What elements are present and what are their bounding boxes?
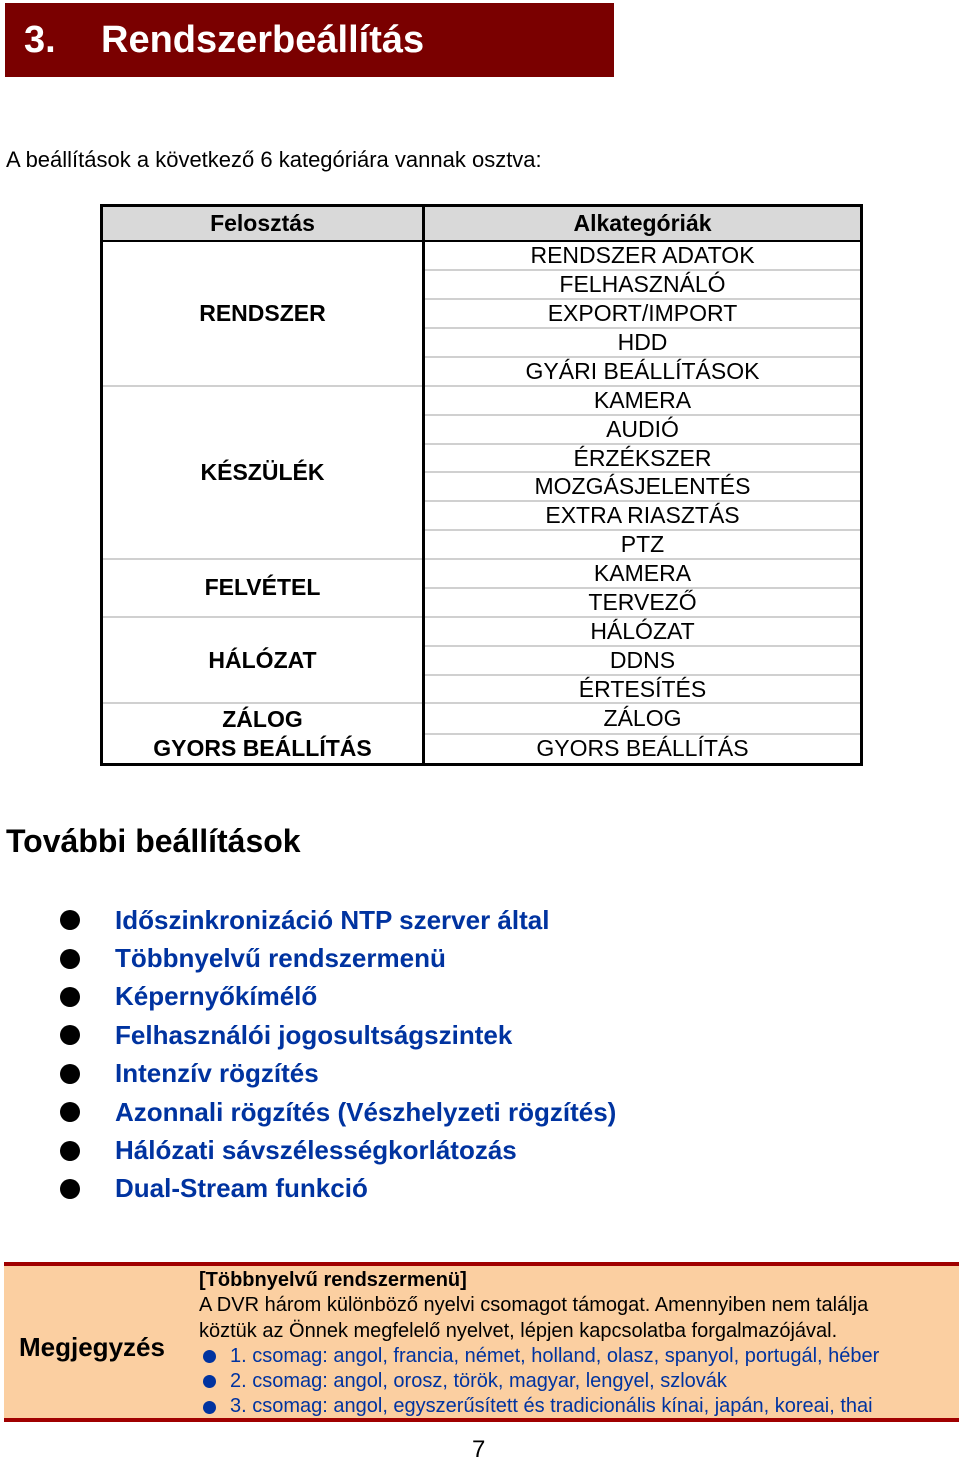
note-line: köztük az Önnek megfelelő nyelvet, lépjen kapcsolatba forgalmazójával. bbox=[199, 1319, 838, 1342]
category-keszulek: KÉSZÜLÉK bbox=[102, 386, 424, 559]
subcategory-cell: KAMERA bbox=[424, 559, 862, 588]
note-line: A DVR három különböző nyelvi csomagot támogat. Amennyiben nem találja bbox=[199, 1294, 869, 1317]
bullet-icon bbox=[203, 1350, 216, 1363]
subcategory-cell: MOZGÁSJELENTÉS bbox=[424, 472, 862, 501]
language-pack-text: 1. csomag: angol, francia, német, holland, olasz, spanyol, portugál, héber bbox=[230, 1344, 880, 1367]
bullet-icon bbox=[60, 1179, 80, 1199]
bullet-icon bbox=[60, 1064, 80, 1084]
list-item bbox=[60, 978, 616, 1016]
table-row bbox=[102, 617, 862, 646]
table-row bbox=[102, 703, 862, 733]
language-pack-item bbox=[199, 1394, 879, 1419]
feature-text: Azonnali rögzítés (Vészhelyzeti rögzítés) bbox=[115, 1096, 617, 1127]
subcategory-cell: EXPORT/IMPORT bbox=[424, 299, 862, 328]
category-gyors-beallitas: GYORS BEÁLLÍTÁS bbox=[153, 734, 372, 761]
bullet-icon bbox=[60, 949, 80, 969]
bullet-icon bbox=[60, 1102, 80, 1122]
feature-text: Hálózati sávszélességkorlátozás bbox=[115, 1135, 517, 1166]
language-pack-item bbox=[199, 1369, 879, 1394]
subcategory-cell: HÁLÓZAT bbox=[424, 617, 862, 646]
feature-list bbox=[60, 901, 616, 1208]
table-row bbox=[102, 241, 862, 270]
feature-text: Többnyelvű rendszermenü bbox=[115, 943, 446, 974]
subcategory-cell: FELHASZNÁLÓ bbox=[424, 270, 862, 299]
feature-text: Képernyőkímélő bbox=[115, 981, 318, 1012]
feature-text: Időszinkronizáció NTP szerver által bbox=[115, 904, 550, 935]
subcategory-cell: ZÁLOG bbox=[424, 703, 862, 733]
list-item bbox=[60, 1055, 616, 1093]
list-item bbox=[60, 1016, 616, 1054]
page-number: 7 bbox=[472, 1436, 486, 1463]
language-pack-text: 3. csomag: angol, egyszerűsített és tradicionális kínai, japán, koreai, thai bbox=[230, 1395, 873, 1418]
category-rendszer: RENDSZER bbox=[102, 241, 424, 385]
list-item bbox=[60, 939, 616, 977]
list-item bbox=[60, 901, 616, 939]
section-title: További beállítások bbox=[6, 823, 301, 859]
category-table bbox=[100, 204, 863, 766]
subcategory-cell: ÉRZÉKSZER bbox=[424, 444, 862, 473]
bullet-icon bbox=[60, 1025, 80, 1045]
subcategory-cell: RENDSZER ADATOK bbox=[424, 241, 862, 270]
bullet-icon bbox=[203, 1375, 216, 1388]
subcategory-cell: GYÁRI BEÁLLÍTÁSOK bbox=[424, 357, 862, 386]
list-item bbox=[60, 1093, 616, 1131]
chapter-title: Rendszerbeállítás bbox=[101, 18, 425, 61]
table-header-row bbox=[102, 206, 862, 242]
subcategory-cell: GYORS BEÁLLÍTÁS bbox=[536, 735, 749, 762]
bullet-icon bbox=[60, 987, 80, 1007]
note-label: Megjegyzés bbox=[19, 1332, 165, 1362]
subcategory-cell: KAMERA bbox=[424, 386, 862, 415]
list-item bbox=[60, 1170, 616, 1208]
feature-text: Dual-Stream funkció bbox=[115, 1173, 368, 1204]
header-subcategories: Alkategóriák bbox=[424, 206, 862, 242]
subcategory-cell: AUDIÓ bbox=[424, 415, 862, 444]
subcategory-cell: PTZ bbox=[424, 530, 862, 559]
list-item bbox=[60, 1131, 616, 1169]
category-halozat: HÁLÓZAT bbox=[102, 617, 424, 704]
table-row bbox=[102, 386, 862, 415]
header-division: Felosztás bbox=[102, 206, 424, 242]
feature-text: Felhasználói jogosultságszintek bbox=[115, 1019, 513, 1050]
chapter-header bbox=[5, 3, 614, 77]
language-pack-text: 2. csomag: angol, orosz, török, magyar, lengyel, szlovák bbox=[230, 1370, 727, 1393]
category-felvetel: FELVÉTEL bbox=[102, 559, 424, 617]
category-zalog: ZÁLOG bbox=[222, 705, 303, 732]
category-zalog-gyors bbox=[102, 703, 424, 764]
feature-text: Intenzív rögzítés bbox=[115, 1058, 319, 1089]
note-content bbox=[199, 1268, 879, 1420]
subcategory-cell: DDNS bbox=[424, 646, 862, 675]
bullet-icon bbox=[60, 1141, 80, 1161]
language-pack-item bbox=[199, 1344, 879, 1369]
subcategory-cell: ÉRTESÍTÉS bbox=[424, 675, 862, 704]
note-heading: [Többnyelvű rendszermenü] bbox=[199, 1269, 467, 1291]
table-row bbox=[102, 559, 862, 588]
note-box bbox=[4, 1262, 959, 1422]
subcategory-cell: TERVEZŐ bbox=[424, 588, 862, 617]
intro-text: A beállítások a következő 6 kategóriára vannak osztva: bbox=[6, 147, 542, 172]
subcategory-cell: HDD bbox=[424, 328, 862, 357]
subcategory-cell: EXTRA RIASZTÁS bbox=[424, 501, 862, 530]
chapter-number: 3. bbox=[24, 18, 56, 61]
bullet-icon bbox=[60, 910, 80, 930]
bullet-icon bbox=[203, 1401, 216, 1414]
